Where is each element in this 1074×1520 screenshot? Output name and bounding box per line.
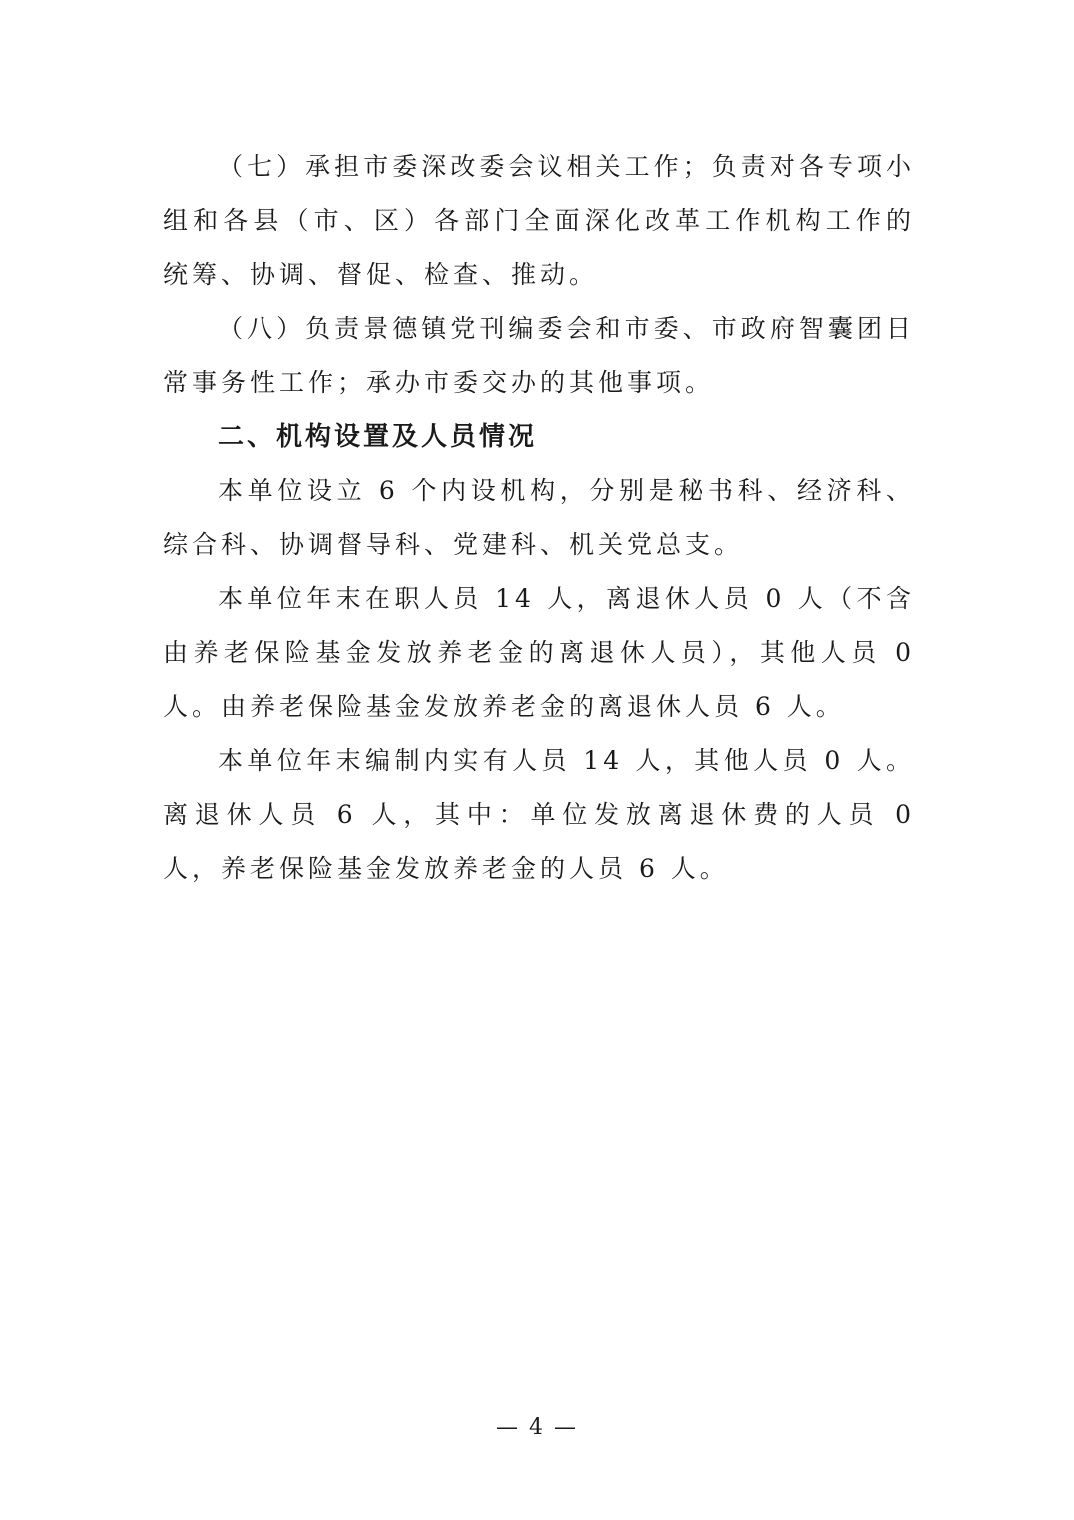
paragraph-staff-establishment: 本单位年末编制内实有人员 14 人，其他人员 0 人。离退休人员 6 人，其中：单位发放离退休费的人员 0 人，养老保险基金发放养老金的人员 6 人。 — [163, 746, 915, 883]
paragraph-departments: 本单位设立 6 个内设机构，分别是秘书科、经济科、综合科、协调督导科、党建科、机关党总支。 — [163, 476, 915, 559]
paragraph-staff-year-end: 本单位年末在职人员 14 人，离退休人员 0 人（不含由养老保险基金发放养老金的离退休人员），其他人员 0 人。由养老保险基金发放养老金的离退休人员 6 人。 — [163, 584, 915, 721]
document-body — [163, 140, 915, 896]
paragraph-item-8: （八）负责景德镇党刊编委会和市委、市政府智囊团日常事务性工作；承办市委交办的其他事项。 — [163, 314, 915, 397]
paragraph-item-7: （七）承担市委深改委会议相关工作；负责对各专项小组和各县（市、区）各部门全面深化改革工作机构工作的统筹、协调、督促、检查、推动。 — [163, 152, 915, 289]
section-heading: 二、机构设置及人员情况 — [218, 422, 538, 452]
page-number: — 4 — — [496, 1415, 578, 1440]
